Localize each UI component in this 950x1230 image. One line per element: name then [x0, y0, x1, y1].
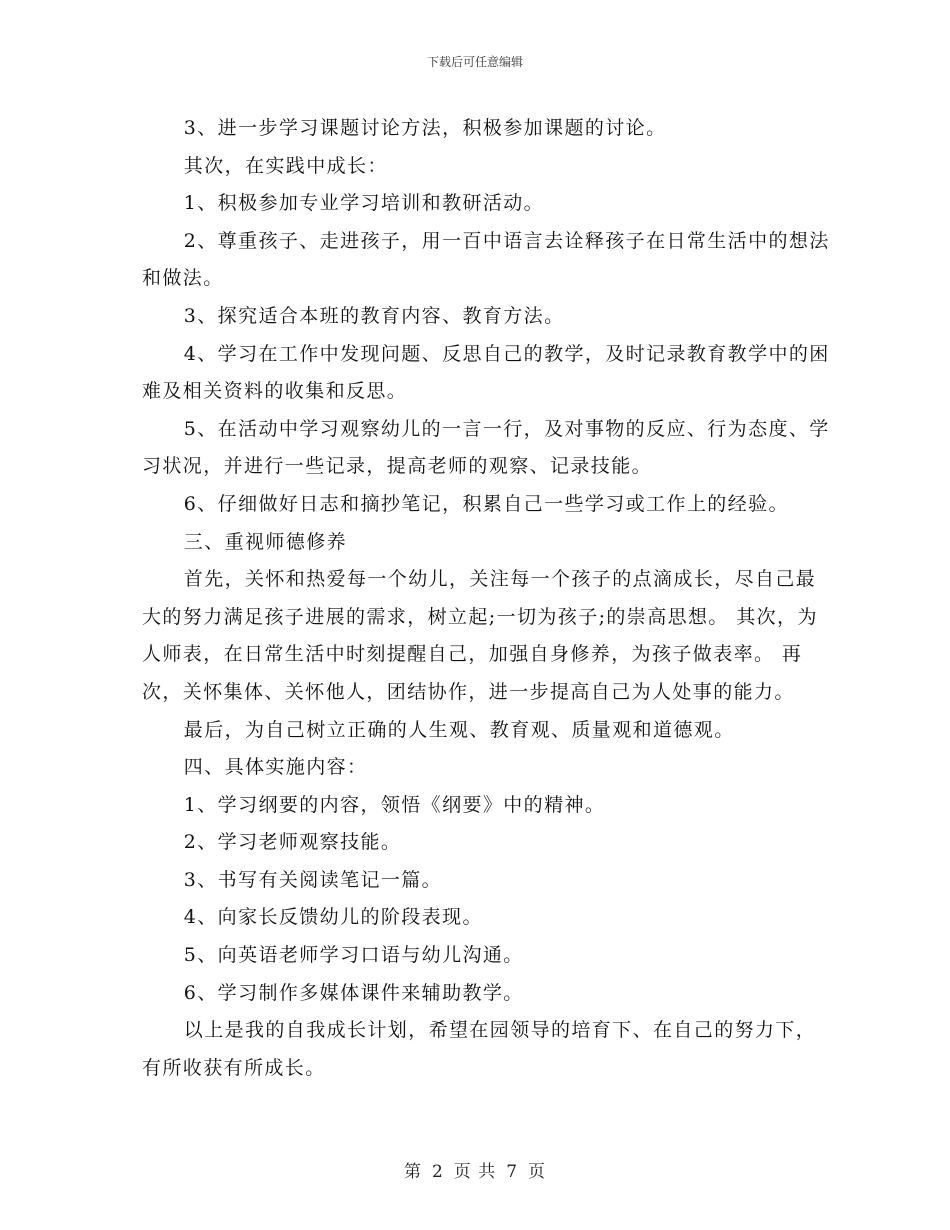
paragraph: 4、向家长反馈幼儿的阶段表现。 [183, 906, 483, 929]
paragraph: 1、学习纲要的内容，领悟《纲要》中的精神。 [183, 793, 606, 816]
paragraph: 最后，为自己树立正确的人生观、教育观、质量观和道德观。 [183, 718, 735, 741]
header-note: 下载后可任意编辑 [426, 55, 523, 69]
paragraph: 6、仔细做好日志和摘抄笔记，积累自己一些学习或工作上的经验。 [183, 492, 789, 515]
page-footer [0, 1157, 950, 1182]
paragraph: 以上是我的自我成长计划，希望在园领导的培育下、在自己的努力下，有所收获有所成长。 [142, 1019, 817, 1079]
footer-suffix: 页 [528, 1162, 547, 1182]
paragraph: 5、在活动中学习观察幼儿的一言一行，及对事物的反应、行为态度、学习状况，并进行一些记录，提高老师的观察、记录技能。 [142, 417, 830, 478]
footer-prefix: 第 [403, 1162, 422, 1182]
paragraph: 6、学习制作多媒体课件来辅助教学。 [183, 981, 524, 1004]
paragraph: 3、书写有关阅读笔记一篇。 [183, 868, 443, 891]
total-pages-number: 7 [506, 1162, 519, 1182]
document-body [142, 110, 832, 1087]
paragraph: 其次，在实践中成长： [183, 154, 388, 177]
paragraph: 3、进一步学习课题讨论方法，积极参加课题的讨论。 [183, 117, 667, 139]
paragraph: 2、尊重孩子、走进孩子，用一百中语言去诠释孩子在日常生活中的想法和做法。 [142, 229, 830, 290]
footer-middle: 页 共 [453, 1162, 497, 1182]
section-heading: 三、重视师德修养 [183, 530, 347, 553]
paragraph: 首先，关怀和热爱每一个幼儿，关注每一个孩子的点滴成长，尽自己最大的努力满足孩子进展的需求，树立起;一切为孩子;的崇高思想。 其次，为人师表，在日常生活中时刻提醒自己，加强自身修养，为孩子做表率。 再次，关怀集体、关怀他人，团结协作，进一步提高自己为人处事的能力。 [142, 568, 818, 703]
paragraph: 1、积极参加专业学习培训和教研活动。 [183, 192, 545, 215]
paragraph: 5、向英语老师学习口语与幼儿沟通。 [183, 944, 524, 967]
paragraph: 2、学习老师观察技能。 [183, 831, 402, 854]
current-page-number: 2 [431, 1162, 444, 1182]
section-heading: 四、具体实施内容： [183, 756, 368, 779]
paragraph: 4、学习在工作中发现问题、反思自己的教学，及时记录教育教学中的困难及相关资料的收集和反思。 [142, 342, 830, 403]
paragraph: 3、探究适合本班的教育内容、教育方法。 [183, 304, 565, 327]
